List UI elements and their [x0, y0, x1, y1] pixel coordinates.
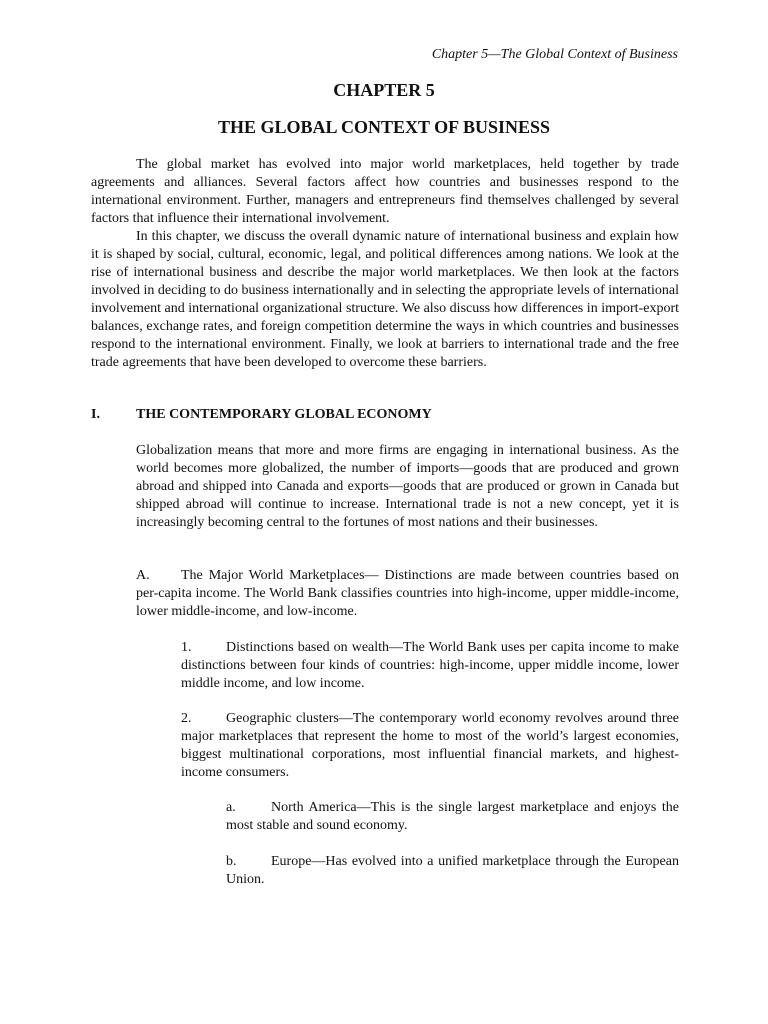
list-item-a-marker: A. [136, 568, 150, 583]
list-item-1-text: Distinctions based on wealth—The World Bank uses per capita income to make distinctions between four kinds of countries: high-income, upper middle income, lower middle income, and low income. [181, 640, 679, 691]
list-item-2 [181, 710, 679, 782]
section-heading [91, 406, 679, 424]
section-title: THE CONTEMPORARY GLOBAL ECONOMY [136, 407, 432, 422]
intro-section [91, 156, 679, 372]
intro-paragraph-1: The global market has evolved into major world marketplaces, held together by trade agreements and alliances. Several factors affect how countries and businesses respond to the international environment. Further, managers and entrepreneurs find themselves challenged by several factors that influence their international involvement. [91, 157, 679, 226]
chapter-title: THE GLOBAL CONTEXT OF BUSINESS [217, 117, 551, 137]
running-header: Chapter 5—The Global Context of Business [431, 47, 678, 62]
list-item-1 [181, 639, 679, 693]
list-item-b-sub [226, 853, 679, 889]
list-item-2-text: Geographic clusters—The contemporary world economy revolves around three major marketplaces that represent the home to most of the world’s largest economies, biggest multinational corporations, most influential financial markets, and highest-income consumers. [181, 711, 679, 780]
section-body-text: Globalization means that more and more firms are engaging in international business. As the world becomes more globalized, the number of imports—goods that are produced and grown abroad and shipped into Canada and exports—goods that are produced or grown in Canada but shipped abroad will continue to increase. International trade is not a new concept, yet it is increasingly becoming central to the fortunes of most nations and their businesses. [136, 443, 679, 530]
list-item-a [136, 567, 679, 621]
list-item-a-text: The Major World Marketplaces— Distinctions are made between countries based on per-capita income. The World Bank classifies countries into high-income, upper middle-income, lower middle-income, and low-income. [136, 568, 679, 619]
list-item-b-sub-marker: b. [226, 854, 237, 869]
chapter-number: CHAPTER 5 [333, 80, 435, 100]
list-item-a-sub [226, 799, 679, 835]
intro-paragraph-2: In this chapter, we discuss the overall dynamic nature of international business and explain how it is shaped by social, cultural, economic, legal, and political differences among nations. We look at the rise of international business and describe the major world marketplaces. We then look at the factors involved in deciding to do business internationally and in selecting the appropriate levels of international involvement and international organizational structure. We also discuss how differences in import-export balances, exchange rates, and foreign competition determine the ways in which countries and businesses respond to the international environment. Finally, we look at barriers to international trade and the free trade agreements that have been developed to overcome these barriers. [91, 229, 679, 370]
list-item-1-marker: 1. [181, 640, 192, 655]
list-item-2-marker: 2. [181, 711, 192, 726]
section-number: I. [91, 407, 100, 422]
list-item-b-sub-text: Europe—Has evolved into a unified marketplace through the European Union. [226, 854, 679, 887]
section-body [136, 442, 679, 532]
list-item-a-sub-text: North America—This is the single largest marketplace and enjoys the most stable and sound economy. [226, 800, 679, 833]
list-item-a-sub-marker: a. [226, 800, 236, 815]
